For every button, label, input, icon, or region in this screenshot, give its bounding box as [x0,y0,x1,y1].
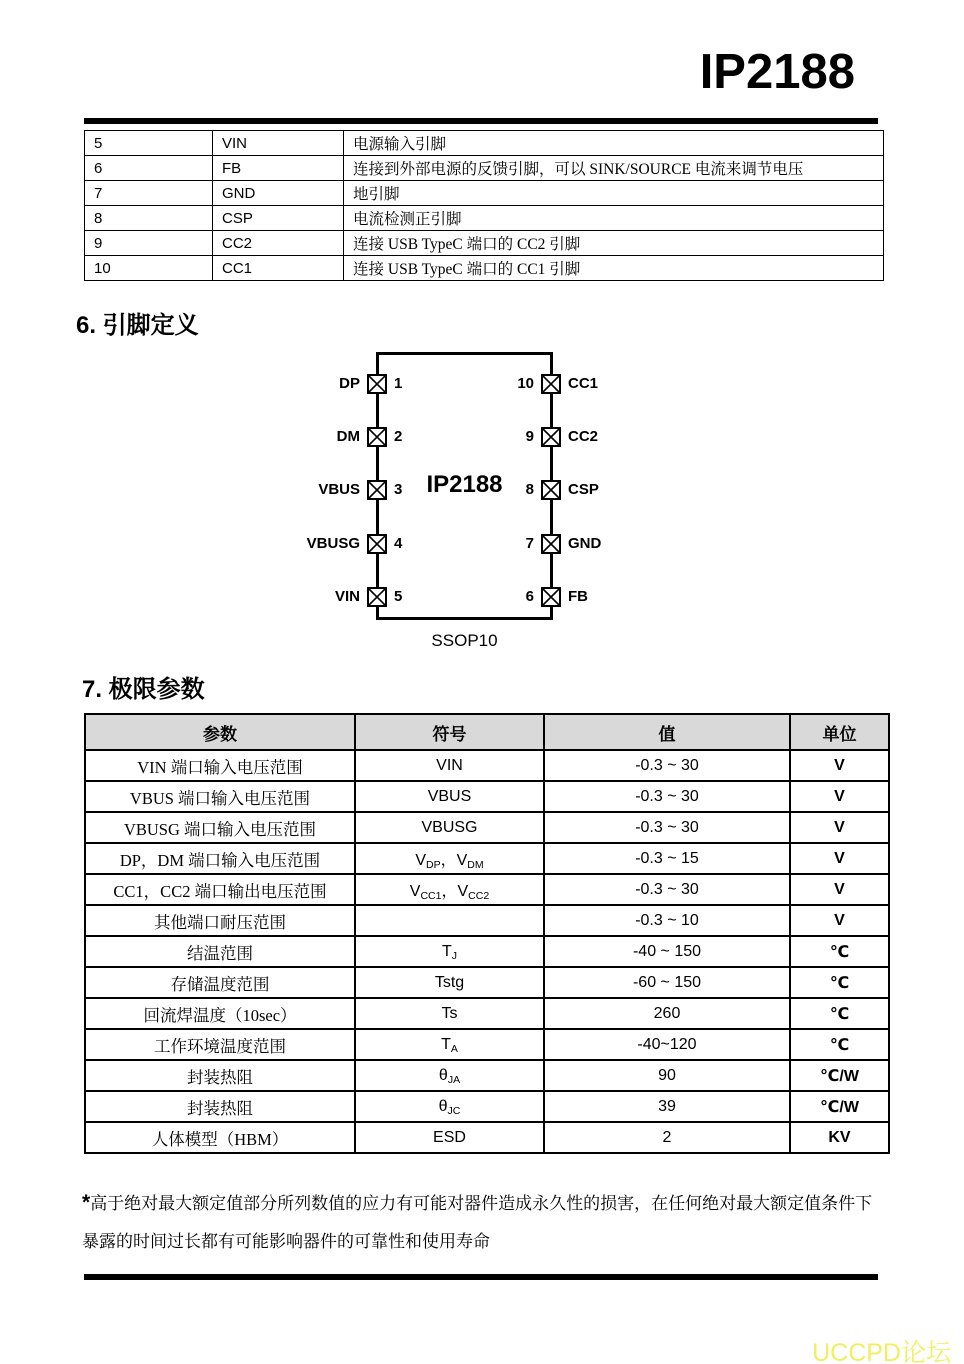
header-rule [84,118,878,124]
limits-column-header: 参数 [85,714,355,750]
limits-table-row [85,843,889,874]
pin-table-row [85,206,884,231]
limits-table-row [85,1060,889,1091]
limits-column-header: 单位 [790,714,889,750]
value-cell: 260 [544,998,790,1029]
unit-cell: ℃ [790,1029,889,1060]
pin-description: 电流检测正引脚 [344,206,884,231]
pin-pad-icon [541,534,561,554]
unit-cell: ℃/W [790,1060,889,1091]
pin-num: 6 [525,588,534,605]
limits-table-row [85,1122,889,1153]
unit-cell: V [790,874,889,905]
pin-label: FB [568,588,588,605]
chip-name-label: IP2188 [426,471,503,498]
symbol-text: T [441,942,452,960]
pin-table-row [85,131,884,156]
limits-table-row [85,812,889,843]
symbol-subscript: A [450,1042,458,1055]
pin-label: CC1 [568,375,599,392]
limits-table-row [85,936,889,967]
symbol-text: V [415,852,427,869]
chip-pin-left [280,534,402,554]
param-cell: DP，DM 端口输入电压范围 [85,843,355,874]
unit-cell: V [790,812,889,843]
watermark: UCCPD论坛 [812,1339,951,1364]
pin-pad-icon [541,374,561,394]
symbol-cell [355,1060,544,1091]
chip-pin-left [280,374,402,394]
value-cell: 39 [544,1091,790,1122]
param-cell: VBUS 端口输入电压范围 [85,781,355,812]
symbol-cell [355,998,544,1029]
limits-column-header: 符号 [355,714,544,750]
pin-description: 电源输入引脚 [344,131,884,156]
pin-num: 7 [525,535,534,552]
pin-num: 5 [394,588,403,605]
pin-num: 3 [394,481,403,498]
chip-pin-right [504,427,598,447]
symbol-subscript: JA [447,1073,461,1086]
pin-label: VBUSG [306,535,360,552]
value-cell: -0.3 ~ 10 [544,905,790,936]
value-cell: -60 ~ 150 [544,967,790,998]
value-cell: 90 [544,1060,790,1091]
section-7-heading: 7. 极限参数 [82,676,205,703]
limits-column-header: 值 [544,714,790,750]
value-cell: -0.3 ~ 30 [544,874,790,905]
param-cell: VBUSG 端口输入电压范围 [85,812,355,843]
pin-num: 10 [517,375,534,392]
footnote-lines [82,1194,872,1251]
pin-pad-icon [367,480,387,500]
pin-number: 10 [85,256,213,281]
pin-num: 1 [394,375,403,392]
limits-table-row [85,967,889,998]
limits-table-row [85,750,889,781]
unit-cell: ℃ [790,998,889,1029]
value-cell: -0.3 ~ 30 [544,812,790,843]
unit-cell: V [790,750,889,781]
pin-number: 7 [85,181,213,206]
param-cell: 存储温度范围 [85,967,355,998]
limits-table [84,713,890,1154]
symbol-text: VBUSG [421,818,478,836]
footer-rule [84,1274,878,1280]
unit-cell: ℃/W [790,1091,889,1122]
symbol-cell [355,812,544,843]
value-cell: -0.3 ~ 30 [544,781,790,812]
symbol-subscript: DP [426,859,441,871]
pin-table-row [85,156,884,181]
chip-pin-left [280,587,402,607]
page-title: IP2188 [699,45,855,99]
pin-label: DM [336,428,360,445]
unit-cell: KV [790,1122,889,1153]
pin-label: GND [568,535,602,552]
param-cell: 人体模型（HBM） [85,1122,355,1153]
chip-pin-right [504,374,598,394]
pin-label: CC2 [568,428,599,445]
symbol-text: VIN [436,756,463,774]
value-cell: 2 [544,1122,790,1153]
pin-pad-icon [541,427,561,447]
symbol-text: θ [438,1097,448,1115]
symbol-subscript: J [451,949,458,962]
footnote-asterisk: * [82,1191,91,1214]
symbol-cell [355,874,544,905]
pin-pad-icon [367,587,387,607]
symbol-subscript: DM [467,859,484,871]
pin-table-row [85,181,884,206]
pin-description: 连接 USB TypeC 端口的 CC2 引脚 [344,231,884,256]
symbol-text: V [457,883,469,900]
symbol-text: ， [441,883,458,900]
symbol-cell [355,750,544,781]
pin-table-row [85,231,884,256]
pin-num: 4 [394,535,403,552]
pin-pad-icon [367,427,387,447]
pin-label: CSP [568,481,599,498]
symbol-cell [355,936,544,967]
symbol-text: V [456,852,468,869]
limits-table-row [85,1029,889,1060]
pin-label: VIN [334,588,360,605]
unit-cell: ℃ [790,936,889,967]
limits-table-row [85,905,889,936]
pin-name: GND [213,181,344,206]
param-cell: 回流焊温度（10sec） [85,998,355,1029]
pin-pad-icon [541,480,561,500]
chip-package-label: SSOP10 [431,631,498,650]
symbol-text: Ts [441,1004,458,1022]
pin-table-row [85,256,884,281]
chip-pin-right [504,587,588,607]
symbol-text: V [409,883,421,900]
symbol-cell [355,905,544,936]
unit-cell: ℃ [790,967,889,998]
chip-pin-left [280,480,402,500]
pin-number: 5 [85,131,213,156]
pin-description: 连接到外部电源的反馈引脚，可以 SINK/SOURCE 电流来调节电压 [344,156,884,181]
pin-num: 2 [394,428,403,445]
pin-num: 8 [525,481,534,498]
symbol-subscript: JC [447,1104,461,1117]
pin-name: CC1 [213,256,344,281]
symbol-text: ， [440,852,457,869]
symbol-subscript: CC1 [420,890,442,902]
footnote-line: 暴露的时间过长都有可能影响器件的可靠性和使用寿命 [82,1232,490,1251]
pin-pad-icon [541,587,561,607]
value-cell: -40~120 [544,1029,790,1060]
pin-number: 6 [85,156,213,181]
pin-table [84,130,884,281]
symbol-cell [355,1122,544,1153]
pin-table-body [85,131,884,281]
chip-pin-left [280,427,402,447]
unit-cell: V [790,781,889,812]
limits-table-row [85,781,889,812]
pin-name: CC2 [213,231,344,256]
param-cell: 封装热阻 [85,1091,355,1122]
value-cell: -40 ~ 150 [544,936,790,967]
symbol-text: Tstg [434,973,465,991]
limits-table-row [85,1091,889,1122]
chip-pin-right [504,534,601,554]
pin-number: 9 [85,231,213,256]
pin-name: CSP [213,206,344,231]
param-cell: 封装热阻 [85,1060,355,1091]
pin-num: 9 [525,428,534,445]
pin-pad-icon [367,534,387,554]
limits-table-row [85,998,889,1029]
param-cell: CC1，CC2 端口输出电压范围 [85,874,355,905]
chip-pin-right [504,480,599,500]
pin-pad-icon [367,374,387,394]
value-cell: -0.3 ~ 15 [544,843,790,874]
param-cell: 其他端口耐压范围 [85,905,355,936]
unit-cell: V [790,905,889,936]
value-cell: -0.3 ~ 30 [544,750,790,781]
pin-name: VIN [213,131,344,156]
symbol-cell [355,781,544,812]
symbol-cell [355,1091,544,1122]
limits-table-row [85,874,889,905]
footnote [82,1184,892,1261]
footnote-line: 高于绝对最大额定值部分所列数值的应力有可能对器件造成永久性的损害，在任何绝对最大额定值条件下 [90,1194,873,1213]
symbol-cell [355,967,544,998]
param-cell: VIN 端口输入电压范围 [85,750,355,781]
symbol-text: VBUS [427,787,472,805]
param-cell: 工作环境温度范围 [85,1029,355,1060]
pin-label: DP [339,375,360,392]
pin-description: 地引脚 [344,181,884,206]
symbol-cell [355,843,544,874]
pin-number: 8 [85,206,213,231]
section-6-heading: 6. 引脚定义 [76,312,199,339]
pin-label: VBUS [318,481,360,498]
chip-diagram [0,340,964,655]
param-cell: 结温范围 [85,936,355,967]
symbol-text: T [441,1035,451,1053]
symbol-text: ESD [433,1128,466,1146]
symbol-subscript: CC2 [468,890,490,902]
pin-description: 连接 USB TypeC 端口的 CC1 引脚 [344,256,884,281]
limits-table-body [85,750,889,1153]
symbol-text: θ [438,1066,448,1084]
limits-table-header-row [85,714,889,750]
pin-name: FB [213,156,344,181]
unit-cell: V [790,843,889,874]
symbol-cell [355,1029,544,1060]
